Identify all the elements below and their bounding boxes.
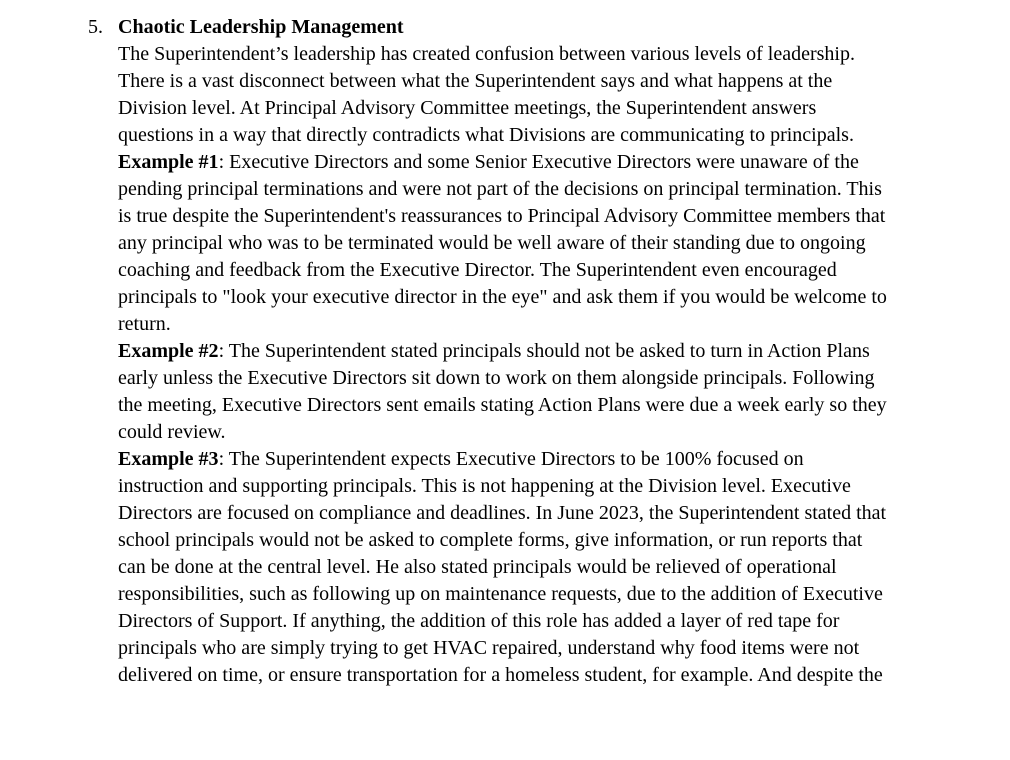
example-2-first-line bbox=[118, 338, 958, 365]
example-1-line: is true despite the Superintendent's reassurances to Principal Advisory Committee members that bbox=[118, 205, 886, 227]
example-1-label: Example #1 bbox=[118, 151, 219, 173]
example-2-line: could review. bbox=[118, 421, 226, 443]
example-1-line: return. bbox=[118, 313, 171, 335]
example-1-line: pending principal terminations and were not part of the decisions on principal termination. This bbox=[118, 178, 882, 200]
example-1-text: : Executive Directors and some Senior Executive Directors were unaware of the bbox=[218, 151, 859, 173]
example-3-line: Directors of Support. If anything, the addition of this role has added a layer of red tape for bbox=[118, 610, 840, 632]
example-3-line: can be done at the central level. He also stated principals would be relieved of operational bbox=[118, 556, 837, 578]
example-1-line: coaching and feedback from the Executive Director. The Superintendent even encouraged bbox=[118, 259, 837, 281]
example-1-line: any principal who was to be terminated would be well aware of their standing due to ongoing bbox=[118, 232, 866, 254]
list-item-number: 5. bbox=[88, 16, 103, 38]
example-2-text: : The Superintendent stated principals should not be asked to turn in Action Plans bbox=[218, 340, 870, 362]
intro-line: There is a vast disconnect between what the Superintendent says and what happens at the bbox=[118, 70, 833, 92]
example-1-line: principals to "look your executive director in the eye" and ask them if you would be welcome to bbox=[118, 286, 887, 308]
example-2-line: early unless the Executive Directors sit down to work on them alongside principals. Following bbox=[118, 367, 875, 389]
example-3-line: Directors are focused on compliance and deadlines. In June 2023, the Superintendent stated that bbox=[118, 502, 887, 524]
example-3-line: school principals would not be asked to complete forms, give information, or run reports that bbox=[118, 529, 863, 551]
intro-line: questions in a way that directly contradicts what Divisions are communicating to principals. bbox=[118, 124, 854, 146]
example-3-line: instruction and supporting principals. This is not happening at the Division level. Executive bbox=[118, 475, 851, 497]
section-heading: Chaotic Leadership Management bbox=[118, 16, 404, 38]
example-2-label: Example #2 bbox=[118, 340, 219, 362]
intro-line: The Superintendent’s leadership has created confusion between various levels of leadership. bbox=[118, 43, 855, 65]
list-item-5 bbox=[0, 14, 958, 689]
example-3-line: responsibilities, such as following up on maintenance requests, due to the addition of Executive bbox=[118, 583, 883, 605]
example-3-first-line bbox=[118, 446, 958, 473]
intro-line: Division level. At Principal Advisory Committee meetings, the Superintendent answers bbox=[118, 97, 817, 119]
example-3-line: principals who are simply trying to get HVAC repaired, understand why food items were not bbox=[118, 637, 860, 659]
example-3-text: : The Superintendent expects Executive Directors to be 100% focused on bbox=[218, 448, 804, 470]
document-page bbox=[0, 14, 1010, 689]
example-3-label: Example #3 bbox=[118, 448, 219, 470]
example-3-line: delivered on time, or ensure transportation for a homeless student, for example. And despite the bbox=[118, 664, 883, 686]
example-2-line: the meeting, Executive Directors sent emails stating Action Plans were due a week early so they bbox=[118, 394, 887, 416]
example-1-first-line bbox=[118, 149, 958, 176]
